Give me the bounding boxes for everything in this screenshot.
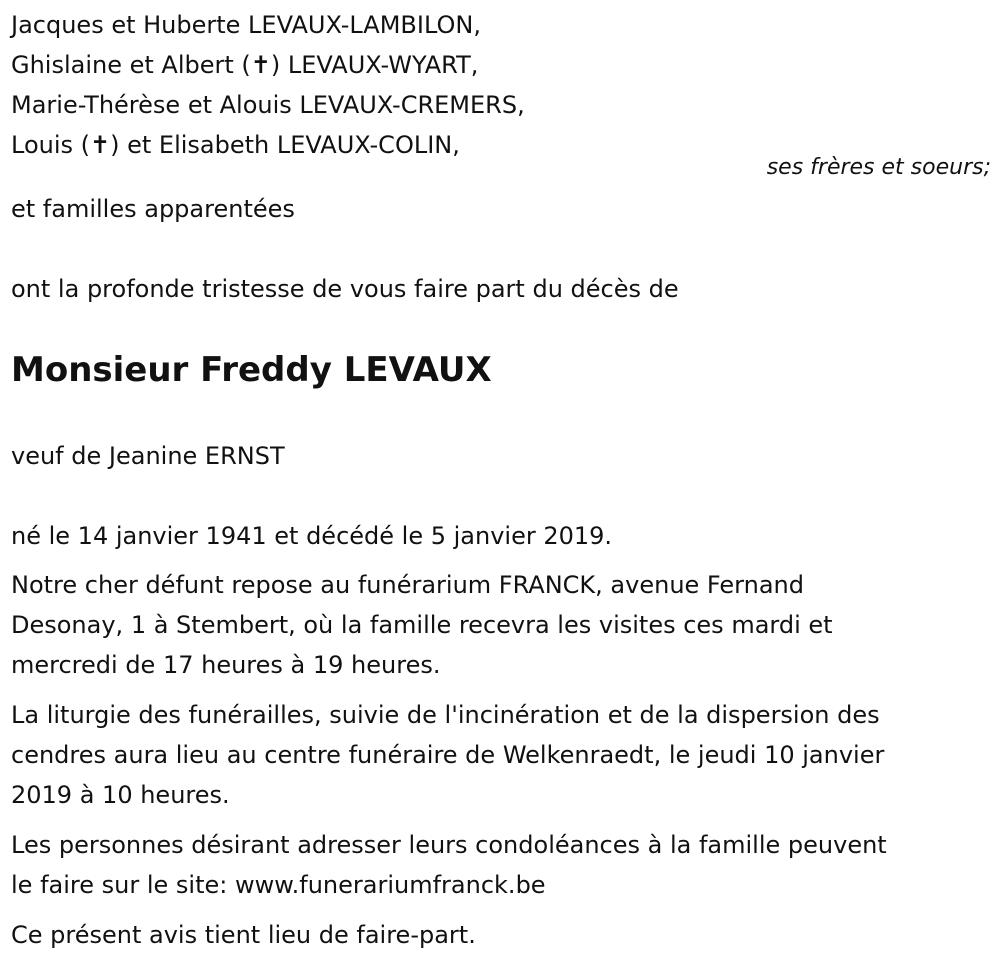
family-member-3: Marie-Thérèse et Alouis LEVAUX-CREMERS, bbox=[11, 91, 525, 119]
liturgy-paragraph-line-2: cendres aura lieu au centre funéraire de Welkenraedt, le jeudi 10 janvier bbox=[11, 741, 885, 769]
liturgy-paragraph-line-1: La liturgie des funérailles, suivie de l'incinération et de la dispersion des bbox=[11, 701, 880, 729]
family-member-1: Jacques et Huberte LEVAUX-LAMBILON, bbox=[11, 11, 481, 39]
rest-paragraph-line-1: Notre cher défunt repose au funérarium FRANCK, avenue Fernand bbox=[11, 571, 804, 599]
condolences-paragraph-line-2: le faire sur le site: www.funerariumfranck.be bbox=[11, 871, 546, 899]
rest-paragraph-line-2: Desonay, 1 à Stembert, où la famille recevra les visites ces mardi et bbox=[11, 611, 833, 639]
liturgy-paragraph-line-3: 2019 à 10 heures. bbox=[11, 781, 230, 809]
announcement-intro: ont la profonde tristesse de vous faire part du décès de bbox=[11, 275, 679, 303]
birth-death-dates: né le 14 janvier 1941 et décédé le 5 janvier 2019. bbox=[11, 522, 613, 550]
notice-statement: Ce présent avis tient lieu de faire-part. bbox=[11, 921, 476, 949]
family-member-2: Ghislaine et Albert (✝) LEVAUX-WYART, bbox=[11, 51, 479, 79]
deceased-name: Monsieur Freddy LEVAUX bbox=[11, 350, 492, 390]
rest-paragraph-line-3: mercredi de 17 heures à 19 heures. bbox=[11, 651, 441, 679]
siblings-relation: ses frères et soeurs; bbox=[766, 155, 991, 180]
extended-family: et familles apparentées bbox=[11, 195, 295, 223]
family-member-4: Louis (✝) et Elisabeth LEVAUX-COLIN, bbox=[11, 131, 460, 159]
spouse-line: veuf de Jeanine ERNST bbox=[11, 442, 285, 470]
condolences-paragraph-line-1: Les personnes désirant adresser leurs condoléances à la famille peuvent bbox=[11, 831, 887, 859]
